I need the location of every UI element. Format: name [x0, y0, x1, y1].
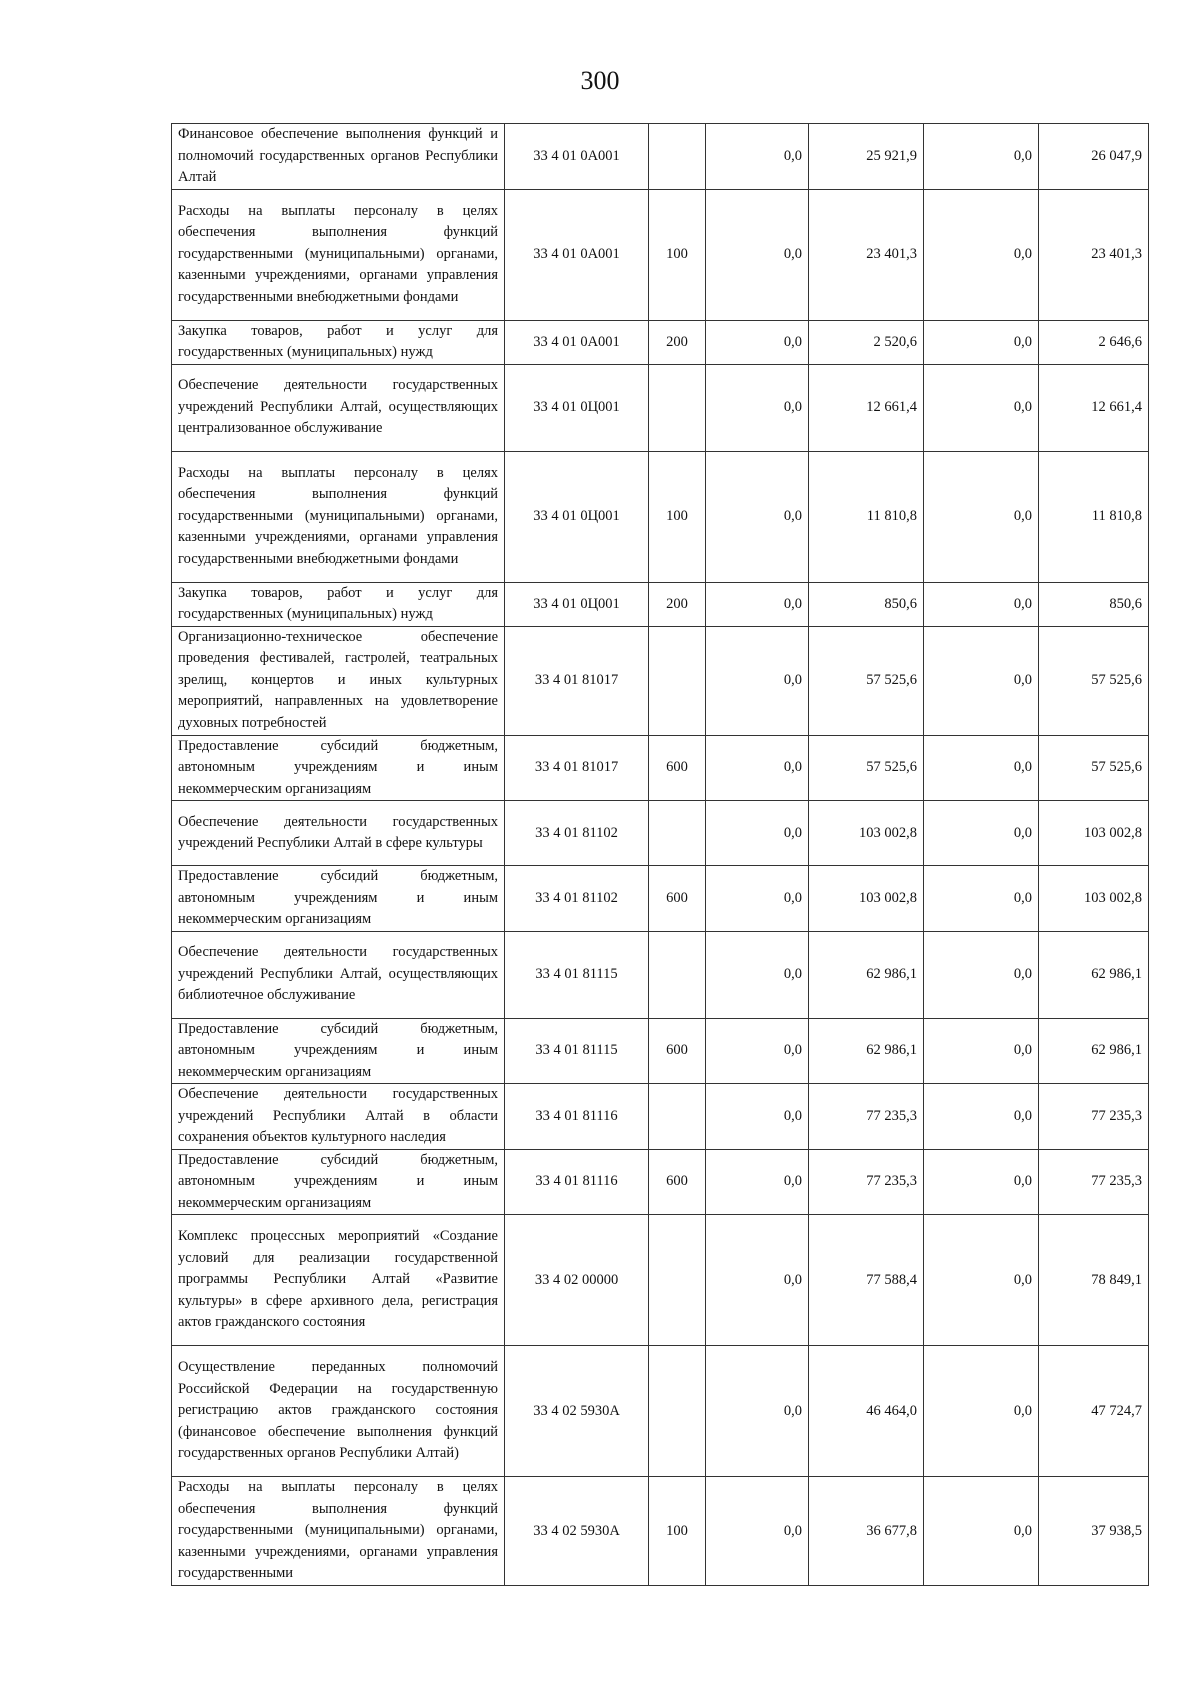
row-code: 33 4 01 81102 [505, 866, 649, 932]
table-row [172, 1084, 1149, 1150]
row-value-1: 0,0 [706, 801, 809, 866]
row-value-3: 0,0 [924, 626, 1039, 735]
row-expense-type: 100 [649, 1477, 706, 1586]
row-expense-type: 600 [649, 735, 706, 801]
row-code: 33 4 01 81017 [505, 626, 649, 735]
row-value-2: 77 588,4 [809, 1215, 924, 1346]
row-value-1: 0,0 [706, 1215, 809, 1346]
row-name: Расходы на выплаты персоналу в целях обеспечения выполнения функций государственными (муниципальными) органами, казенными учреждениями, органами управления государственными [172, 1477, 505, 1586]
row-code: 33 4 01 81115 [505, 931, 649, 1018]
row-name: Закупка товаров, работ и услуг для государственных (муниципальных) нужд [172, 320, 505, 364]
row-value-3: 0,0 [924, 1084, 1039, 1150]
row-value-2: 103 002,8 [809, 801, 924, 866]
row-value-3: 0,0 [924, 1215, 1039, 1346]
table-row [172, 320, 1149, 364]
row-code: 33 4 01 81102 [505, 801, 649, 866]
page-number: 300 [580, 66, 620, 95]
row-value-2: 57 525,6 [809, 735, 924, 801]
row-name: Осуществление переданных полномочий Российской Федерации на государственную регистрацию актов гражданского состояния (финансовое обеспечение выполнения функций государственных органов Республики Алтай) [172, 1346, 505, 1477]
row-code: 33 4 02 5930А [505, 1346, 649, 1477]
row-expense-type: 600 [649, 866, 706, 932]
row-code: 33 4 01 81115 [505, 1018, 649, 1084]
row-value-4: 57 525,6 [1039, 735, 1149, 801]
row-name: Закупка товаров, работ и услуг для государственных (муниципальных) нужд [172, 582, 505, 626]
row-value-1: 0,0 [706, 1149, 809, 1215]
budget-table-body [172, 124, 1149, 1586]
table-row [172, 451, 1149, 582]
table-row [172, 626, 1149, 735]
table-row [172, 582, 1149, 626]
row-value-2: 103 002,8 [809, 866, 924, 932]
row-value-2: 12 661,4 [809, 364, 924, 451]
row-code: 33 4 01 0А001 [505, 124, 649, 190]
row-value-2: 77 235,3 [809, 1149, 924, 1215]
row-expense-type: 600 [649, 1018, 706, 1084]
row-value-2: 25 921,9 [809, 124, 924, 190]
row-code: 33 4 02 5930А [505, 1477, 649, 1586]
row-expense-type: 200 [649, 582, 706, 626]
row-code: 33 4 02 00000 [505, 1215, 649, 1346]
row-value-4: 26 047,9 [1039, 124, 1149, 190]
row-name: Предоставление субсидий бюджетным, автономным учреждениям и иным некоммерческим организациям [172, 1018, 505, 1084]
row-value-1: 0,0 [706, 626, 809, 735]
row-value-1: 0,0 [706, 931, 809, 1018]
row-value-1: 0,0 [706, 320, 809, 364]
row-value-3: 0,0 [924, 1346, 1039, 1477]
row-value-2: 23 401,3 [809, 189, 924, 320]
row-value-1: 0,0 [706, 364, 809, 451]
row-value-4: 77 235,3 [1039, 1084, 1149, 1150]
row-name: Предоставление субсидий бюджетным, автономным учреждениям и иным некоммерческим организациям [172, 1149, 505, 1215]
row-value-1: 0,0 [706, 582, 809, 626]
row-code: 33 4 01 81116 [505, 1084, 649, 1150]
table-row [172, 735, 1149, 801]
row-value-4: 2 646,6 [1039, 320, 1149, 364]
row-name: Обеспечение деятельности государственных учреждений Республики Алтай в сфере культуры [172, 801, 505, 866]
budget-table [171, 123, 1149, 1586]
table-row [172, 866, 1149, 932]
row-value-1: 0,0 [706, 1084, 809, 1150]
row-code: 33 4 01 81017 [505, 735, 649, 801]
row-code: 33 4 01 0Ц001 [505, 451, 649, 582]
table-row [172, 931, 1149, 1018]
row-value-2: 62 986,1 [809, 931, 924, 1018]
row-value-3: 0,0 [924, 735, 1039, 801]
row-code: 33 4 01 81116 [505, 1149, 649, 1215]
row-value-2: 11 810,8 [809, 451, 924, 582]
row-code: 33 4 01 0А001 [505, 189, 649, 320]
row-value-2: 77 235,3 [809, 1084, 924, 1150]
row-value-3: 0,0 [924, 866, 1039, 932]
row-value-3: 0,0 [924, 1477, 1039, 1586]
table-row [172, 1018, 1149, 1084]
row-value-2: 46 464,0 [809, 1346, 924, 1477]
row-expense-type: 100 [649, 189, 706, 320]
row-expense-type [649, 124, 706, 190]
row-value-1: 0,0 [706, 124, 809, 190]
table-row [172, 1346, 1149, 1477]
row-expense-type [649, 801, 706, 866]
row-code: 33 4 01 0Ц001 [505, 582, 649, 626]
row-name: Предоставление субсидий бюджетным, автономным учреждениям и иным некоммерческим организациям [172, 866, 505, 932]
row-code: 33 4 01 0А001 [505, 320, 649, 364]
row-value-2: 57 525,6 [809, 626, 924, 735]
row-value-4: 47 724,7 [1039, 1346, 1149, 1477]
row-value-3: 0,0 [924, 582, 1039, 626]
row-value-3: 0,0 [924, 320, 1039, 364]
row-name: Обеспечение деятельности государственных учреждений Республики Алтай, осуществляющих библиотечное обслуживание [172, 931, 505, 1018]
table-row [172, 189, 1149, 320]
row-value-4: 11 810,8 [1039, 451, 1149, 582]
row-name: Организационно-техническое обеспечение проведения фестивалей, гастролей, театральных зрелищ, концертов и иных культурных мероприятий, направленных на удовлетворение духовных потребностей [172, 626, 505, 735]
row-expense-type [649, 1215, 706, 1346]
row-value-3: 0,0 [924, 189, 1039, 320]
row-value-1: 0,0 [706, 735, 809, 801]
row-expense-type [649, 626, 706, 735]
row-value-4: 12 661,4 [1039, 364, 1149, 451]
row-value-2: 2 520,6 [809, 320, 924, 364]
row-value-1: 0,0 [706, 1346, 809, 1477]
table-row [172, 801, 1149, 866]
row-value-3: 0,0 [924, 1149, 1039, 1215]
row-name: Комплекс процессных мероприятий «Создание условий для реализации государственной программы Республики Алтай «Развитие культуры» в сфере архивного дела, регистрация актов гражданского состояния [172, 1215, 505, 1346]
row-name: Расходы на выплаты персоналу в целях обеспечения выполнения функций государственными (муниципальными) органами, казенными учреждениями, органами управления государственными внебюджетными фондами [172, 189, 505, 320]
table-row [172, 1477, 1149, 1586]
row-expense-type: 600 [649, 1149, 706, 1215]
row-value-4: 77 235,3 [1039, 1149, 1149, 1215]
row-value-1: 0,0 [706, 451, 809, 582]
row-expense-type: 100 [649, 451, 706, 582]
row-value-4: 62 986,1 [1039, 931, 1149, 1018]
row-value-4: 103 002,8 [1039, 801, 1149, 866]
row-value-3: 0,0 [924, 931, 1039, 1018]
row-value-1: 0,0 [706, 189, 809, 320]
row-value-4: 23 401,3 [1039, 189, 1149, 320]
table-row [172, 124, 1149, 190]
row-value-2: 62 986,1 [809, 1018, 924, 1084]
row-name: Финансовое обеспечение выполнения функций и полномочий государственных органов Республики Алтай [172, 124, 505, 190]
row-value-4: 37 938,5 [1039, 1477, 1149, 1586]
row-value-4: 850,6 [1039, 582, 1149, 626]
table-row [172, 1215, 1149, 1346]
row-value-3: 0,0 [924, 801, 1039, 866]
row-value-4: 103 002,8 [1039, 866, 1149, 932]
row-value-4: 78 849,1 [1039, 1215, 1149, 1346]
row-expense-type [649, 1346, 706, 1477]
row-value-3: 0,0 [924, 124, 1039, 190]
row-value-3: 0,0 [924, 364, 1039, 451]
row-value-1: 0,0 [706, 1018, 809, 1084]
row-value-1: 0,0 [706, 1477, 809, 1586]
row-value-4: 57 525,6 [1039, 626, 1149, 735]
row-value-2: 36 677,8 [809, 1477, 924, 1586]
row-name: Предоставление субсидий бюджетным, автономным учреждениям и иным некоммерческим организациям [172, 735, 505, 801]
row-name: Обеспечение деятельности государственных учреждений Республики Алтай, осуществляющих централизованное обслуживание [172, 364, 505, 451]
row-expense-type [649, 931, 706, 1018]
row-expense-type [649, 1084, 706, 1150]
row-value-1: 0,0 [706, 866, 809, 932]
table-row [172, 364, 1149, 451]
row-value-3: 0,0 [924, 451, 1039, 582]
row-expense-type: 200 [649, 320, 706, 364]
row-expense-type [649, 364, 706, 451]
row-code: 33 4 01 0Ц001 [505, 364, 649, 451]
row-name: Расходы на выплаты персоналу в целях обеспечения выполнения функций государственными (муниципальными) органами, казенными учреждениями, органами управления государственными внебюджетными фондами [172, 451, 505, 582]
row-value-4: 62 986,1 [1039, 1018, 1149, 1084]
row-value-3: 0,0 [924, 1018, 1039, 1084]
row-name: Обеспечение деятельности государственных учреждений Республики Алтай в области сохранения объектов культурного наследия [172, 1084, 505, 1150]
table-row [172, 1149, 1149, 1215]
row-value-2: 850,6 [809, 582, 924, 626]
